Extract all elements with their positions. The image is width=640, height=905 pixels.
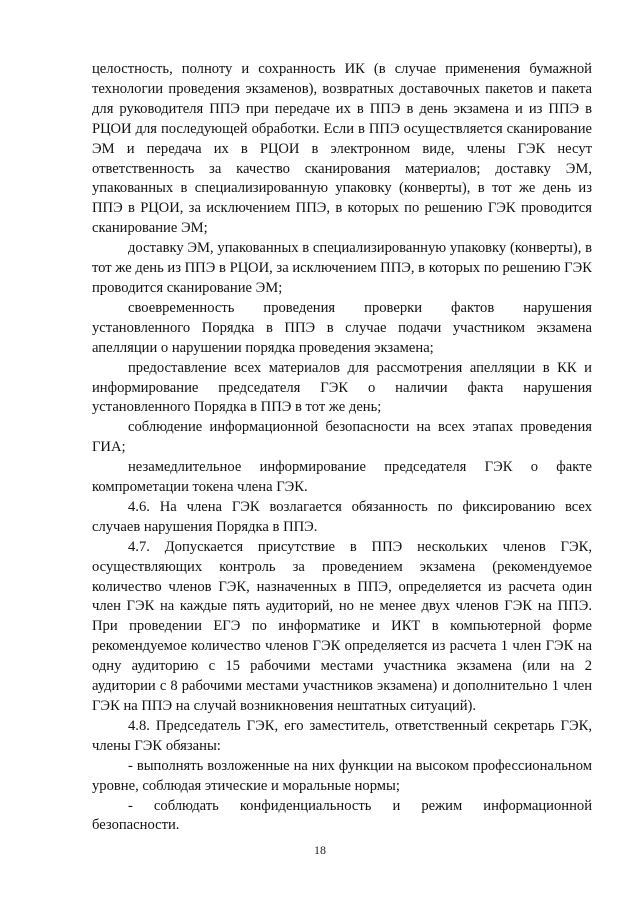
paragraph-delivery: доставку ЭМ, упакованных в специализированную упаковку (конверты), в тот же день из ППЭ в РЦОИ, за исключением ППЭ, в которых по решению ГЭК проводится сканирование ЭМ; — [92, 240, 592, 296]
list-item-perform-duties: - выполнять возложенные на них функции на высоком профессиональном уровне, соблюдая этические и моральные нормы; — [92, 757, 592, 794]
list-item-confidentiality: - соблюдать конфиденциальность и режим информационной безопасности. — [92, 797, 592, 834]
document-body — [92, 60, 592, 836]
paragraph-4-6: 4.6. На члена ГЭК возлагается обязанность по фиксированию всех случаев нарушения Порядка в ППЭ. — [92, 498, 592, 535]
page-number: 18 — [314, 843, 326, 857]
paragraph-info-security: соблюдение информационной безопасности на всех этапах проведения ГИА; — [92, 419, 592, 456]
paragraph-4-7: 4.7. Допускается присутствие в ППЭ нескольких членов ГЭК, осуществляющих контроль за проведением экзамена (рекомендуемое количество членов ГЭК, назначенных в ППЭ, определяется из расчета один член ГЭК на каждые пять аудиторий, но не менее двух членов ГЭК на ППЭ. При проведении ЕГЭ по информатике и ИКТ в компьютерной форме рекомендуемое количество членов ГЭК определяется из расчета 1 член ГЭК на одну аудиторию с 15 рабочими местами участника экзамена (или на 2 аудитории с 8 рабочими местами участников экзамена) и дополнительно 1 член ГЭК на ППЭ на случай возникновения нештатных ситуаций). — [92, 538, 592, 714]
paragraph-4-8: 4.8. Председатель ГЭК, его заместитель, ответственный секретарь ГЭК, члены ГЭК обязаны: — [92, 717, 592, 754]
paragraph-integrity: целостность, полноту и сохранность ИК (в случае применения бумажной технологии проведения экзаменов), возвратных доставочных пакетов и пакета для руководителя ППЭ при передаче их в ППЭ в день экзамена и из ППЭ в РЦОИ для последующей обработки. Если в ППЭ осуществляется сканирование ЭМ и передача их в РЦОИ в электронном виде, члены ГЭК несут ответственность за качество сканирования материалов; доставку ЭМ, упакованных в специализированную упаковку (конверты), в тот же день из ППЭ в РЦОИ, за исключением ППЭ, в которых по решению ГЭК проводится сканирование ЭМ; — [92, 61, 592, 237]
paragraph-token-compromise: незамедлительное информирование председателя ГЭК о факте компрометации токена члена ГЭК. — [92, 459, 592, 496]
paragraph-appeal-materials: предоставление всех материалов для рассмотрения апелляции в КК и информирование председателя ГЭК о наличии факта нарушения установленного Порядка в ППЭ в тот же день; — [92, 359, 592, 416]
paragraph-timeliness: своевременность проведения проверки фактов нарушения установленного Порядка в ППЭ в случае подачи участником экзамена апелляции о нарушении порядка проведения экзамена; — [92, 299, 592, 356]
